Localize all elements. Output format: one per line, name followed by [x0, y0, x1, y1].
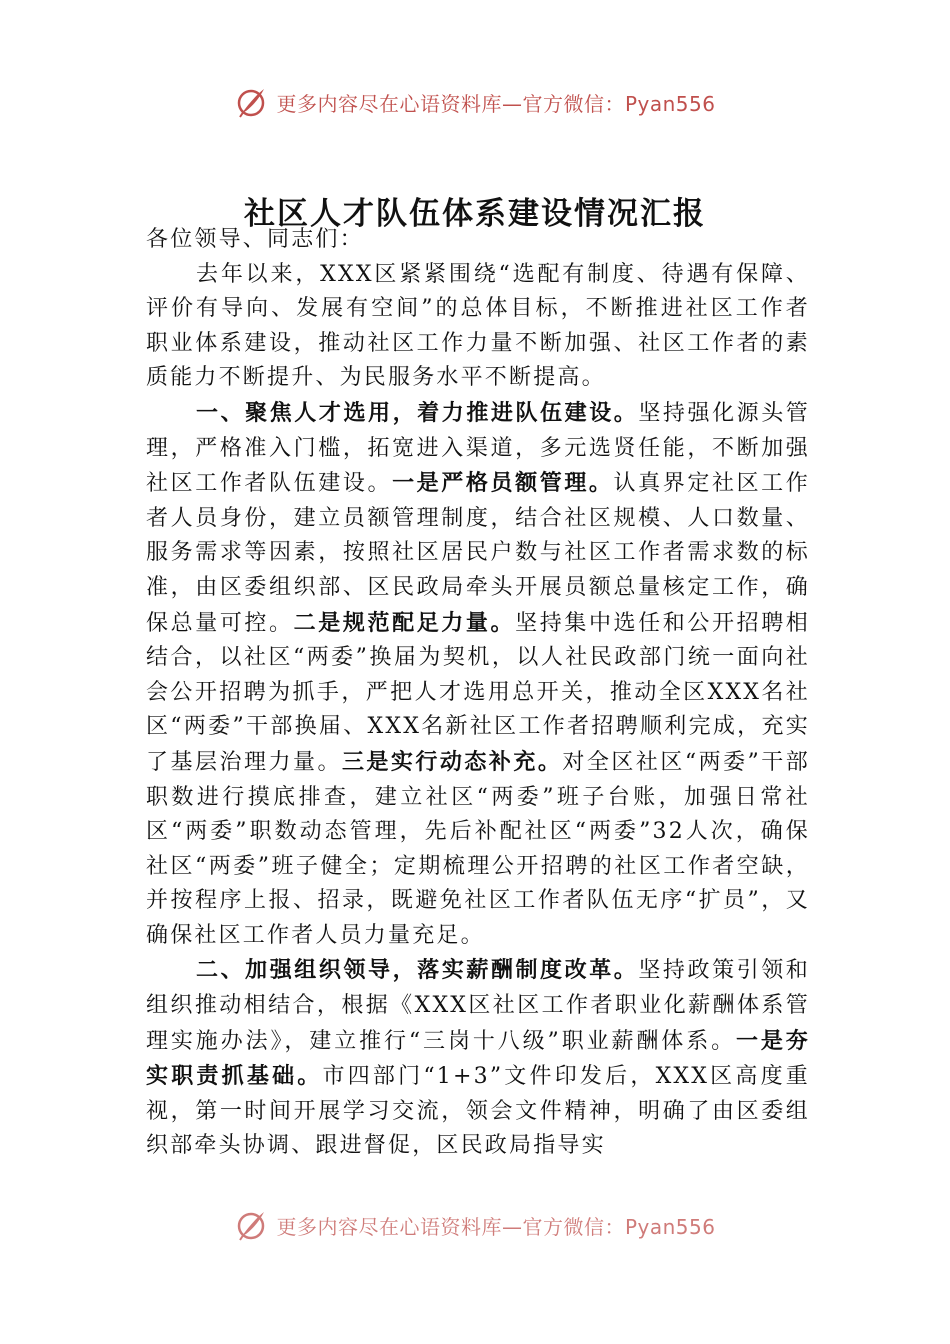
document-title: 社区人才队伍体系建设情况汇报 [244, 196, 706, 232]
section-two-item1-text: 市四部门“1+3”文件印发后，XXX区高度重视，第一时间开展学习交流，领会文件精神，明确了由区委组织部牵头协调、跟进督促，区民政局指导实 [146, 1064, 811, 1159]
section-one-intro: 坚持强化源头管理，严格准入门槛，拓宽进入渠道，多元选贤任能，不断加强社区工作者队伍建设。 [146, 400, 810, 497]
section-one-item2-text: 坚持集中选任和公开招聘相结合，以社区“两委”换届为契机，以人社民政部门统一面向社会公开招聘为抓手，严把人才选用总开关，推动全区XXX名社区“两委”干部换届、XXX名新社区工作者招聘顺利完成，充实了基层治理力量。 [146, 610, 811, 775]
section-two-item1-heading: 一是夯实职责抓基础。 [146, 1027, 810, 1090]
section-one-item1-text: 认真界定社区工作者人员身份，建立员额管理制度，结合社区规模、人口数量、服务需求等因素，按照社区居民户数与社区工作者需求数的标准，由区委组织部、区民政局牵头开展员额总量核定工作，确保总量可控。 [146, 471, 810, 636]
section-two-heading: 二、加强组织领导，落实薪酬制度改革。 [196, 957, 639, 984]
watermark-banner-bottom [0, 1203, 950, 1247]
section-one-item1-heading: 一是严格员额管理。 [392, 470, 614, 497]
intro-paragraph: 去年以来，XXX区紧紧围绕“选配有制度、待遇有保障、评价有导向、发展有空间”的总体目标，不断推进社区工作者职业体系建设，推动社区工作力量不断加强、社区工作者的素质能力不断提升、为民服务水平不断提高。 [146, 261, 810, 391]
section-one-item3-text: 对全区社区“两委”干部职数进行摸底排查，建立社区“两委”班子台账，加强日常社区“两委”职数动态管理，先后补配社区“两委”32人次，确保社区“两委”班子健全；定期梳理公开招聘的社区工作者空缺，并按程序上报、招录，既避免社区工作者队伍无序“扩员”，又确保社区工作者人员力量充足。 [146, 749, 810, 948]
section-one-paragraph [146, 396, 810, 954]
section-one-heading: 一、聚焦人才选用，着力推进队伍建设。 [196, 399, 639, 426]
salutation: 各位领导、同志们： [146, 227, 364, 252]
section-one-item3-heading: 三是实行动态补充。 [341, 748, 563, 775]
quill-logo-icon [234, 1208, 268, 1242]
section-two-intro: 坚持政策引领和组织推动相结合，根据《XXX区社区工作者职业化薪酬体系管理实施办法》，建立推行“三岗十八级”职业薪酬体系。 [146, 958, 810, 1054]
quill-logo-icon [234, 85, 268, 119]
section-one-item2-heading: 二是规范配足力量。 [293, 609, 516, 636]
watermark-text: 更多内容尽在心语资料库—官方微信：Pyan556 [276, 91, 716, 116]
document-body [146, 223, 810, 1164]
section-two-paragraph [146, 953, 810, 1164]
watermark-banner-top [0, 80, 950, 124]
watermark-text: 更多内容尽在心语资料库—官方微信：Pyan556 [276, 1214, 716, 1239]
